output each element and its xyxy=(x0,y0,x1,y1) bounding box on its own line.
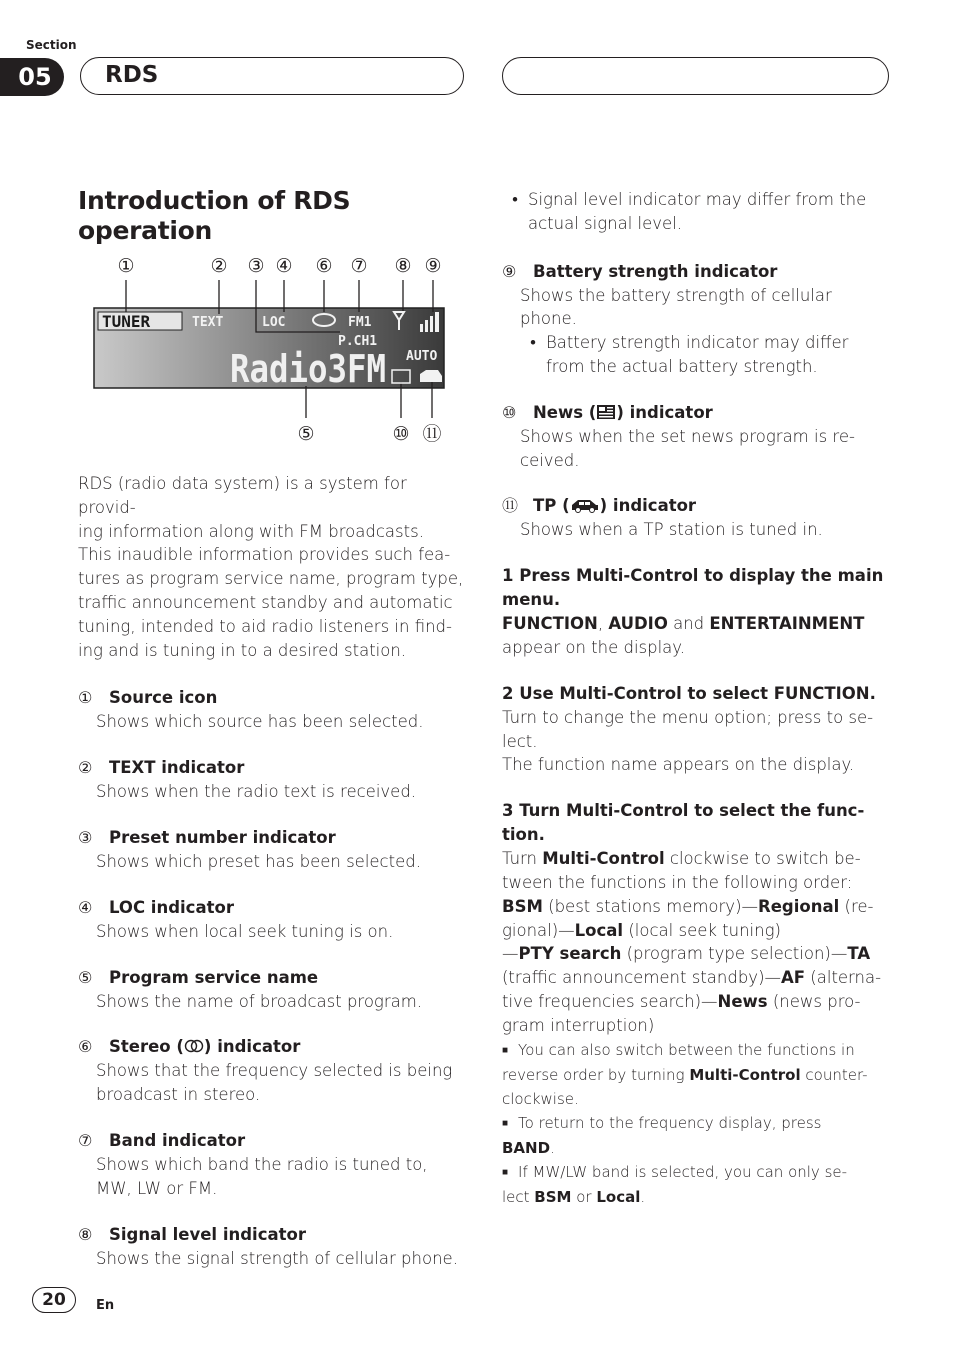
legend-item-preset-number: ③ Preset number indicator Shows which preset has been selected. xyxy=(78,827,421,871)
legend-item-news-indicator: ⑩ News ( ) indicator Shows when the set news program is re- ceived. xyxy=(502,402,855,470)
callout-6: ⑥ xyxy=(315,255,333,277)
legend-item-tp-indicator: ⑪ TP ( ) indicator Shows when a TP station is tuned in. xyxy=(502,496,823,540)
page-language: En xyxy=(96,1298,115,1313)
callout-8: ⑧ xyxy=(394,255,412,277)
section-title: RDS xyxy=(105,62,159,88)
note-mw-lw: ■ If MW/LW band is selected, you can only se- lect BSM or Local. xyxy=(502,1162,848,1206)
step-2: 2 Use Multi-Control to select FUNCTION. Turn to change the menu option; press to se- lect. The function name appears on the display. xyxy=(502,683,876,775)
callout-10: ⑩ xyxy=(392,423,410,445)
callout-4: ④ xyxy=(275,255,293,277)
legend-item-source-icon: ① Source icon Shows which source has been selected. xyxy=(78,688,424,732)
legend-item-battery-strength: ⑨ Battery strength indicator Shows the battery strength of cellular phone. • Battery strength indicator may differ from the actual battery strength. xyxy=(502,261,849,376)
section-label: Section xyxy=(26,38,77,52)
callout-9: ⑨ xyxy=(424,255,442,277)
callout-5: ⑤ xyxy=(297,423,315,445)
lcd-band: FM1 xyxy=(348,315,372,330)
stereo-icon xyxy=(184,1039,204,1053)
section-title-box xyxy=(80,57,464,95)
legend-item-program-service-name: ⑤ Program service name Shows the name of broadcast program. xyxy=(78,967,423,1011)
legend-item-stereo-indicator: ⑥ Stereo ( ) indicator Shows that the frequency selected is being broadcast in stereo. xyxy=(78,1037,453,1105)
lcd-service-name: Radio3FM xyxy=(230,347,386,391)
lcd-preset: P.CH1 xyxy=(338,334,378,349)
lcd-loc: LOC xyxy=(262,315,286,330)
lcd-text: TEXT xyxy=(192,315,224,330)
callout-2: ② xyxy=(210,255,228,277)
note-reverse-order: ■ You can also switch between the functions in reverse order by turning Multi-Control counter- clockwise. xyxy=(502,1040,868,1108)
section-number: 05 xyxy=(0,58,64,96)
note-frequency-display: ■ To return to the frequency display, press BAND. xyxy=(502,1113,822,1157)
callout-11: ⑪ xyxy=(422,423,442,445)
lcd-source: TUNER xyxy=(102,312,151,331)
lcd-figure xyxy=(78,250,468,450)
legend-item-text-indicator: ② TEXT indicator Shows when the radio text is received. xyxy=(78,758,417,802)
lcd-auto: AUTO xyxy=(406,349,438,364)
page-title: Introduction of RDS operation xyxy=(78,186,351,245)
page-number: 20 xyxy=(32,1287,76,1313)
signal-level-note: • Signal level indicator may differ from the actual signal level. xyxy=(512,190,867,233)
callout-7: ⑦ xyxy=(350,255,368,277)
tp-car-icon xyxy=(570,497,600,513)
legend-item-loc-indicator: ④ LOC indicator Shows when local seek tuning is on. xyxy=(78,897,394,941)
callout-1: ① xyxy=(117,255,135,277)
step-3: 3 Turn Multi-Control to select the func- tion. Turn Multi-Control clockwise to switch be- tween the functions in the following order: BSM (best stations memory)—Regional (re- gional)—Local (local seek tuning) —PTY search (program type selection)—TA (traffic announcement standby)—AF (alterna- tive frequencies search)—News (news pro- gram interruption) ■ You can also switch between the functions in reverse order by turning Multi-Control counter- clockwise. ■ To return to the frequency display, press BAND. ■ If MW/LW band is selected, you can only se- lect BSM or Local. xyxy=(502,799,888,1208)
news-icon xyxy=(596,404,616,420)
header-empty-box xyxy=(502,57,889,95)
legend-item-signal-level: ⑧ Signal level indicator Shows the signal strength of cellular phone. xyxy=(78,1224,458,1268)
lcd-display-illustration xyxy=(78,250,468,450)
callout-3: ③ xyxy=(247,255,265,277)
legend-item-band-indicator: ⑦ Band indicator Shows which band the radio is tuned to, MW, LW or FM. xyxy=(78,1130,428,1198)
step-1: 1 Press Multi-Control to display the main menu. FUNCTION, AUDIO and ENTERTAINMENT appear on the display. xyxy=(502,566,884,657)
intro-paragraph: RDS (radio data system) is a system for provid- ing information along with FM broadcasts. This inaudible information provides such fea- tures as program service name, program type, traffic announcement standby and automatic tuning, intended to aid radio listeners in find- ing and is tuning in to a desired station. xyxy=(78,474,464,660)
